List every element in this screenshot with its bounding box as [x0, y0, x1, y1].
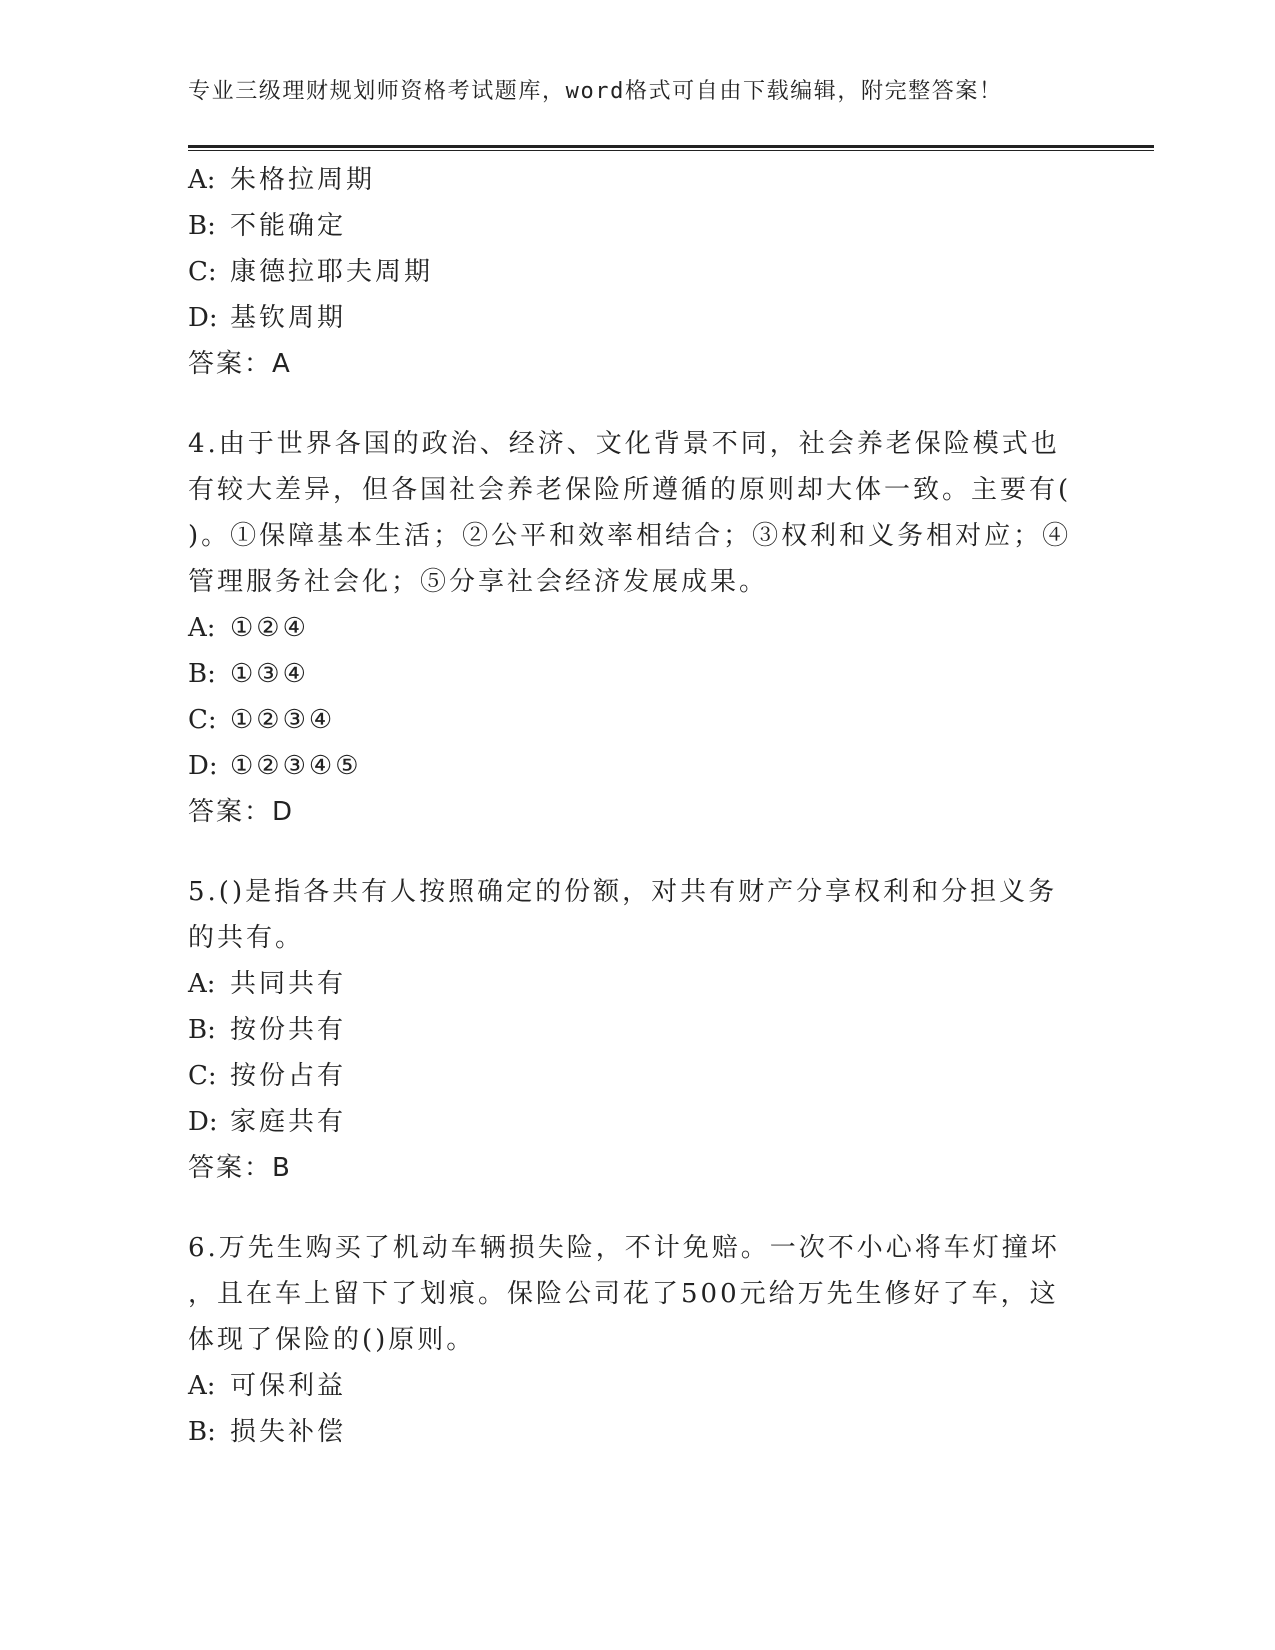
question-text-line: 管理服务社会化；⑤分享社会经济发展成果。 — [188, 567, 769, 597]
option-row: B: 不能确定 — [188, 211, 347, 241]
option-row: C: 康德拉耶夫周期 — [188, 257, 434, 287]
option-row: C: 按份占有 — [188, 1061, 347, 1091]
question-block — [188, 869, 1088, 1191]
option-row: D: 基钦周期 — [188, 303, 347, 333]
question-text-line: 体现了保险的()原则。 — [188, 1325, 476, 1355]
question-content — [188, 157, 1088, 1455]
question-block — [188, 157, 1088, 387]
option-row: B: 按份共有 — [188, 1015, 347, 1045]
option-row: A: 可保利益 — [188, 1371, 347, 1401]
option-row: A: ①②④ — [188, 613, 309, 643]
header-rule-thick — [188, 145, 1154, 148]
question-text-line: 有较大差异，但各国社会养老保险所遵循的原则却大体一致。主要有( — [188, 475, 1072, 505]
header-rule-thin — [188, 150, 1154, 151]
page-header: 专业三级理财规划师资格考试题库，word格式可自由下载编辑，附完整答案！ — [188, 79, 1003, 104]
question-text-line: 5.()是指各共有人按照确定的份额，对共有财产分享权利和分担义务 — [188, 877, 1058, 907]
option-row: B: ①③④ — [188, 659, 309, 689]
question-text-line: 4.由于世界各国的政治、经济、文化背景不同，社会养老保险模式也 — [188, 429, 1060, 459]
option-row: D: ①②③④⑤ — [188, 751, 362, 781]
answer-line: 答案：A — [188, 349, 292, 379]
answer-line: 答案：B — [188, 1153, 292, 1183]
answer-line: 答案：D — [188, 797, 295, 827]
option-row: A: 朱格拉周期 — [188, 165, 376, 195]
question-text-line: 6.万先生购买了机动车辆损失险，不计免赔。一次不小心将车灯撞坏 — [188, 1233, 1060, 1263]
option-row: B: 损失补偿 — [188, 1417, 347, 1447]
option-row: D: 家庭共有 — [188, 1107, 347, 1137]
question-block — [188, 421, 1088, 835]
question-block — [188, 1225, 1088, 1455]
question-text-line: ，且在车上留下了划痕。保险公司花了500元给万先生修好了车，这 — [188, 1279, 1059, 1309]
question-text-line: )。①保障基本生活；②公平和效率相结合；③权利和义务相对应；④ — [188, 521, 1072, 551]
option-row: C: ①②③④ — [188, 705, 336, 735]
question-text-line: 的共有。 — [188, 923, 305, 953]
option-row: A: 共同共有 — [188, 969, 347, 999]
